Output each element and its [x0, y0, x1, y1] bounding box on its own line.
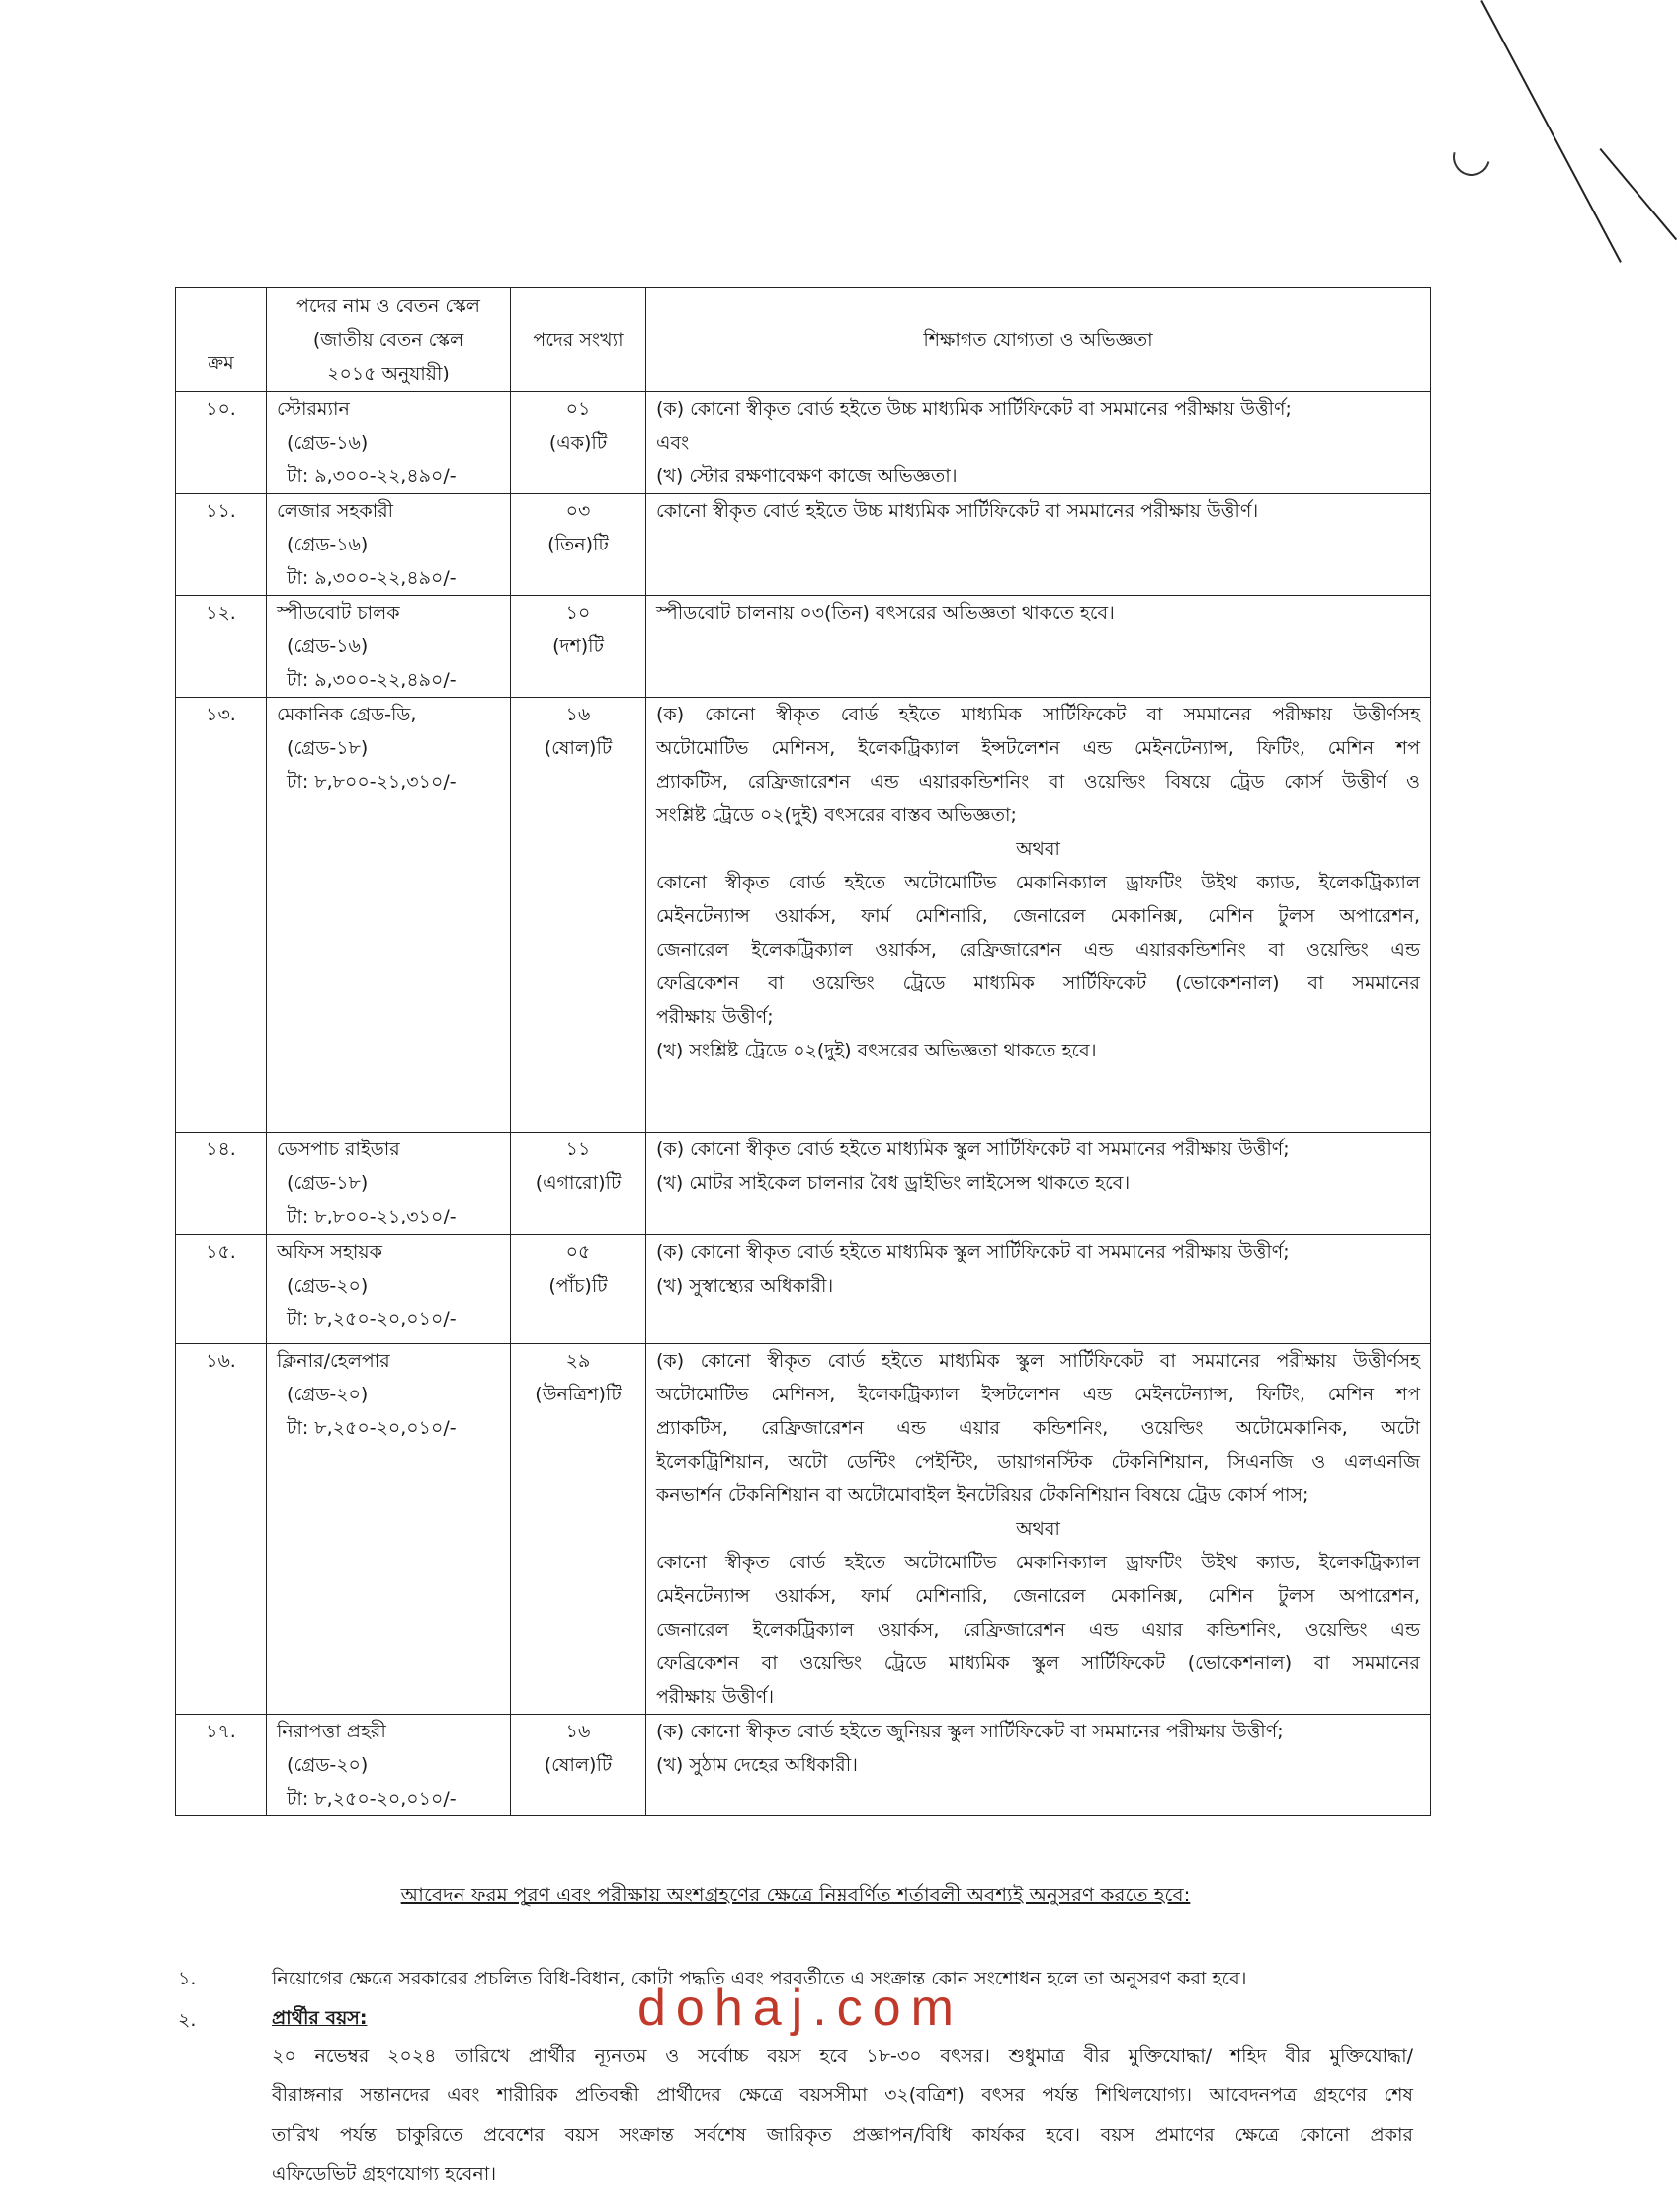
count-number: ২৯ [565, 1350, 591, 1372]
qualification-line: (খ) মোটর সাইকেল চালনার বৈধ ড্রাইভিং লাইসেন্স থাকতে হবে। [656, 1172, 1131, 1194]
qualification-line: কোনো স্বীকৃত বোর্ড হইতে উচ্চ মাধ্যমিক সার্টিফিকেট বা সমমানের পরীক্ষায় উত্তীর্ণ। [656, 500, 1259, 522]
scan-edge-line [1480, 0, 1622, 263]
row-qualification [646, 1715, 1431, 1816]
qualification-line: স্পীডবোট চালনায় ০৩(তিন) বৎসরের অভিজ্ঞতা থাকতে হবে। [656, 602, 1115, 624]
scan-edge-line [1599, 148, 1677, 240]
qualification-line: (ক) কোনো স্বীকৃত বোর্ড হইতে মাধ্যমিক স্কুল সার্টিফিকেট বা সমমানের পরীক্ষায় উত্তীর্ণসহ [656, 1350, 1420, 1372]
row-serial: ১৫. [176, 1235, 267, 1344]
row-post-name [267, 596, 511, 698]
table-row [176, 494, 1431, 596]
qualification-line: কনভার্শন টেকনিশিয়ান বা অটোমোবাইল ইনটেরিয়র টেকনিশিয়ান বিষয়ে ট্রেড কোর্স পাস; [656, 1484, 1309, 1506]
post-salary: টা: ৯,৩০০-২২,৪৯০/- [287, 567, 457, 589]
row-serial: ১১. [176, 494, 267, 596]
qualification-line: ফেব্রিকেশন বা ওয়েল্ডিং ট্রেডে মাধ্যমিক স্কুল সার্টিফিকেট (ভোকেশনাল) বা সমমানের [656, 1652, 1420, 1674]
qualification-line: (খ) সুঠাম দেহের অধিকারী। [656, 1754, 858, 1776]
conditions-heading: আবেদন ফরম পূরণ এবং পরীক্ষায় অংশগ্রহণের ক্ষেত্রে নিম্নবর্ণিত শর্তাবলী অবশ্যই অনুসরণ করতে হবে: [400, 1883, 1191, 1906]
header-serial: ক্রম [176, 288, 267, 392]
table-row [176, 392, 1431, 494]
count-words: (এক)টি [548, 432, 608, 454]
post-grade: (গ্রেড-১৮) [287, 1172, 369, 1194]
row-serial: ১৭. [176, 1715, 267, 1816]
qualification-line: ফেব্রিকেশন বা ওয়েল্ডিং ট্রেডে মাধ্যমিক সার্টিফিকেট (ভোকেশনাল) বা সমমানের [656, 972, 1420, 994]
qualification-line: (খ) সংশ্লিষ্ট ট্রেডে ০২(দুই) বৎসরের অভিজ্ঞতা থাকতে হবে। [656, 1040, 1097, 1061]
condition-1-number: ১. [178, 1968, 197, 1989]
qualification-line: জেনারেল ইলেকট্রিক্যাল ওয়ার্কস, রেফ্রিজারেশন এন্ড এয়ারকন্ডিশনিং বা ওয়েল্ডিং এন্ড [656, 939, 1420, 961]
row-qualification [646, 1235, 1431, 1344]
qualification-line: অটোমোটিভ মেশিনস, ইলেকট্রিক্যাল ইন্সটলেশন এন্ড মেইনটেন্যান্স, ফিটিং, মেশিন শপ [656, 1384, 1420, 1405]
row-serial: ১৪. [176, 1133, 267, 1235]
condition-2-title: প্রার্থীর বয়স: [272, 2007, 368, 2029]
row-post-count [511, 1133, 646, 1235]
post-grade: (গ্রেড-১৮) [287, 737, 369, 759]
post-title: স্টোরম্যান [277, 398, 350, 420]
count-number: ০১ [565, 398, 591, 420]
header-post-line: (জাতীয় বেতন স্কেল [312, 328, 464, 351]
condition-1-text: নিয়োগের ক্ষেত্রে সরকারের প্রচলিত বিধি-বিধান, কোটা পদ্ধতি এবং পরবর্তীতে এ সংক্রান্ত কোন সংশোধন হলে তা অনুসরণ করা হবে। [272, 1968, 1247, 1989]
row-qualification [646, 596, 1431, 698]
row-post-name [267, 494, 511, 596]
recruitment-table [175, 287, 1431, 1816]
table-row [176, 1133, 1431, 1235]
row-post-count [511, 392, 646, 494]
post-title: অফিস সহায়ক [277, 1241, 382, 1263]
count-number: ১১ [565, 1139, 591, 1160]
post-salary: টা: ৮,২৫০-২০,০১০/- [287, 1788, 457, 1810]
paragraph-line: ২০ নভেম্বর ২০২৪ তারিখে প্রার্থীর ন্যূনতম ও সর্বোচ্চ বয়স হবে ১৮-৩০ বৎসর। শুধুমাত্র বীর মুক্তিযোদ্ধা/ শহিদ বীর মুক্তিযোদ্ধা/ [272, 2045, 1413, 2067]
qualification-line: কোনো স্বীকৃত বোর্ড হইতে অটোমোটিভ মেকানিক্যাল ড্রাফটিং উইথ ক্যাড, ইলেকট্রিক্যাল [656, 1552, 1420, 1573]
row-post-name [267, 392, 511, 494]
qualification-line: সংশ্লিষ্ট ট্রেডে ০২(দুই) বৎসরের বাস্তব অভিজ্ঞতা; [656, 804, 1017, 826]
count-words: (তিন)টি [547, 534, 609, 555]
table-row [176, 1344, 1431, 1715]
row-post-count [511, 1715, 646, 1816]
count-words: (দশ)টি [552, 635, 604, 657]
header-post-line: ২০১৫ অনুযায়ী) [327, 362, 450, 384]
row-qualification [646, 698, 1431, 1133]
qualification-line: (ক) কোনো স্বীকৃত বোর্ড হইতে জুনিয়র স্কুল সার্টিফিকেট বা সমমানের পরীক্ষায় উত্তীর্ণ; [656, 1721, 1284, 1742]
row-post-name [267, 698, 511, 1133]
post-grade: (গ্রেড-১৬) [287, 432, 369, 454]
paragraph-line: এফিডেভিট গ্রহণযোগ্য হবেনা। [272, 2163, 497, 2185]
qualification-line: (ক) কোনো স্বীকৃত বোর্ড হইতে মাধ্যমিক স্কুল সার্টিফিকেট বা সমমানের পরীক্ষায় উত্তীর্ণ; [656, 1241, 1290, 1263]
post-title: মেকানিক গ্রেড-ডি, [277, 704, 417, 725]
post-title: ক্লিনার/হেলপার [277, 1350, 390, 1372]
row-post-name [267, 1344, 511, 1715]
post-grade: (গ্রেড-২০) [287, 1275, 369, 1297]
qualification-line: প্র্যাকটিস, রেফ্রিজারেশন এন্ড এয়ারকন্ডিশনিং বা ওয়েল্ডিং বিষয়ে ট্রেড কোর্স উত্তীর্ণ ও [656, 771, 1420, 793]
table-row [176, 596, 1431, 698]
row-qualification [646, 494, 1431, 596]
table-row [176, 1235, 1431, 1344]
row-serial: ১৩. [176, 698, 267, 1133]
count-words: (পাঁচ)টি [548, 1275, 608, 1297]
qualification-or: অথবা [1016, 838, 1060, 860]
qualification-line: (খ) স্টোর রক্ষণাবেক্ষণ কাজে অভিজ্ঞতা। [656, 465, 958, 487]
count-number: ১৬ [565, 704, 591, 725]
paragraph-line: তারিখ পর্যন্ত চাকুরিতে প্রবেশের বয়স সংক্রান্ত সর্বশেষ জারিকৃত প্রজ্ঞাপন/বিধি কার্যকর হবে। বয়স প্রমাণের ক্ষেত্রে কোনো প্রকার [272, 2124, 1413, 2146]
post-salary: টা: ৯,৩০০-২২,৪৯০/- [287, 669, 457, 691]
row-serial: ১০. [176, 392, 267, 494]
post-title: লেজার সহকারী [277, 500, 394, 522]
post-title: নিরাপত্তা প্রহরী [277, 1721, 386, 1742]
post-salary: টা: ৮,২৫০-২০,০১০/- [287, 1308, 457, 1330]
post-salary: টা: ৮,২৫০-২০,০১০/- [287, 1417, 457, 1439]
qualification-line: পরীক্ষায় উত্তীর্ণ; [656, 1006, 774, 1028]
row-serial: ১২. [176, 596, 267, 698]
count-words: (উনত্রিশ)টি [535, 1384, 622, 1405]
qualification-line: প্র্যাকটিস, রেফ্রিজারেশন এন্ড এয়ার কন্ডিশনিং, ওয়েল্ডিং অটোমেকানিক, অটো [656, 1417, 1420, 1439]
table-header-row [176, 288, 1431, 392]
header-post-name [267, 288, 511, 392]
row-post-count [511, 1235, 646, 1344]
row-qualification [646, 1133, 1431, 1235]
watermark-text: dohaj.com [637, 1980, 964, 2037]
header-post-count: পদের সংখ্যা [511, 288, 646, 392]
post-title: স্পীডবোট চালক [277, 602, 400, 624]
row-serial: ১৬. [176, 1344, 267, 1715]
count-number: ০৫ [565, 1241, 591, 1263]
qualification-line: কোনো স্বীকৃত বোর্ড হইতে অটোমোটিভ মেকানিক্যাল ড্রাফটিং উইথ ক্যাড, ইলেকট্রিক্যাল [656, 872, 1420, 893]
post-grade: (গ্রেড-২০) [287, 1384, 369, 1405]
qualification-line: (ক) কোনো স্বীকৃত বোর্ড হইতে উচ্চ মাধ্যমিক সার্টিফিকেট বা সমমানের পরীক্ষায় উত্তীর্ণ; [656, 398, 1292, 420]
count-number: ১৬ [565, 1721, 591, 1742]
count-words: (ষোল)টি [544, 737, 613, 759]
table-body [176, 392, 1431, 1816]
qualification-line: ইলেকট্রিশিয়ান, অটো ডেন্টিং পেইন্টিং, ডায়াগনস্টিক টেকনিশিয়ান, সিএনজি ও এলএনজি [656, 1451, 1420, 1473]
row-post-count [511, 1344, 646, 1715]
count-number: ০৩ [565, 500, 591, 522]
count-words: (এগারো)টি [535, 1172, 622, 1194]
paragraph-line: বীরাঙ্গনার সন্তানদের এবং শারীরিক প্রতিবন্ধী প্রার্থীদের ক্ষেত্রে বয়সসীমা ৩২(বত্রিশ) বৎসর পর্যন্ত শিথিলযোগ্য। আবেদনপত্র গ্রহণের শেষ [272, 2084, 1413, 2106]
qualification-line: অটোমোটিভ মেশিনস, ইলেকট্রিক্যাল ইন্সটলেশন এন্ড মেইনটেন্যান্স, ফিটিং, মেশিন শপ [656, 737, 1420, 759]
qualification-line: এবং [656, 432, 690, 454]
row-post-name [267, 1715, 511, 1816]
count-words: (ষোল)টি [544, 1754, 613, 1776]
post-salary: টা: ৮,৮০০-২১,৩১০/- [287, 1206, 457, 1227]
post-grade: (গ্রেড-১৬) [287, 534, 369, 555]
post-grade: (গ্রেড-২০) [287, 1754, 369, 1776]
row-post-count [511, 494, 646, 596]
qualification-line: মেইনটেন্যান্স ওয়ার্কস, ফার্ম মেশিনারি, জেনারেল মেকানিক্স, মেশিন টুলস অপারেশন, [656, 1585, 1420, 1607]
qualification-line: (খ) সুস্বাস্থ্যের অধিকারী। [656, 1275, 834, 1297]
condition-2-paragraph [272, 2036, 1413, 2194]
table-row [176, 1715, 1431, 1816]
qualification-line: (ক) কোনো স্বীকৃত বোর্ড হইতে মাধ্যমিক স্কুল সার্টিফিকেট বা সমমানের পরীক্ষায় উত্তীর্ণ; [656, 1139, 1290, 1160]
qualification-line: পরীক্ষায় উত্তীর্ণ। [656, 1686, 775, 1708]
row-post-count [511, 698, 646, 1133]
qualification-line: জেনারেল ইলেকট্রিক্যাল ওয়ার্কস, রেফ্রিজারেশন এন্ড এয়ার কন্ডিশনিং, ওয়েল্ডিং এন্ড [656, 1619, 1420, 1641]
post-salary: টা: ৮,৮০০-২১,৩১০/- [287, 771, 457, 793]
row-qualification [646, 392, 1431, 494]
count-number: ১০ [565, 602, 591, 624]
row-post-name [267, 1235, 511, 1344]
row-qualification [646, 1344, 1431, 1715]
post-salary: টা: ৯,৩০০-২২,৪৯০/- [287, 465, 457, 487]
qualification-line: (ক) কোনো স্বীকৃত বোর্ড হইতে মাধ্যমিক সার্টিফিকেট বা সমমানের পরীক্ষায় উত্তীর্ণসহ [656, 704, 1420, 725]
row-post-name [267, 1133, 511, 1235]
qualification-or: অথবা [1016, 1518, 1060, 1540]
table-row [176, 698, 1431, 1133]
scan-artifact-arc [1446, 131, 1497, 183]
condition-2-number: ২. [178, 2009, 197, 2031]
post-title: ডেসপাচ রাইডার [277, 1139, 400, 1160]
row-post-count [511, 596, 646, 698]
header-post-line: পদের নাম ও বেতন স্কেল [296, 295, 480, 317]
qualification-line: মেইনটেন্যান্স ওয়ার্কস, ফার্ম মেশিনারি, জেনারেল মেকানিক্স, মেশিন টুলস অপারেশন, [656, 905, 1420, 927]
header-qualification: শিক্ষাগত যোগ্যতা ও অভিজ্ঞতা [646, 288, 1431, 392]
post-grade: (গ্রেড-১৬) [287, 635, 369, 657]
